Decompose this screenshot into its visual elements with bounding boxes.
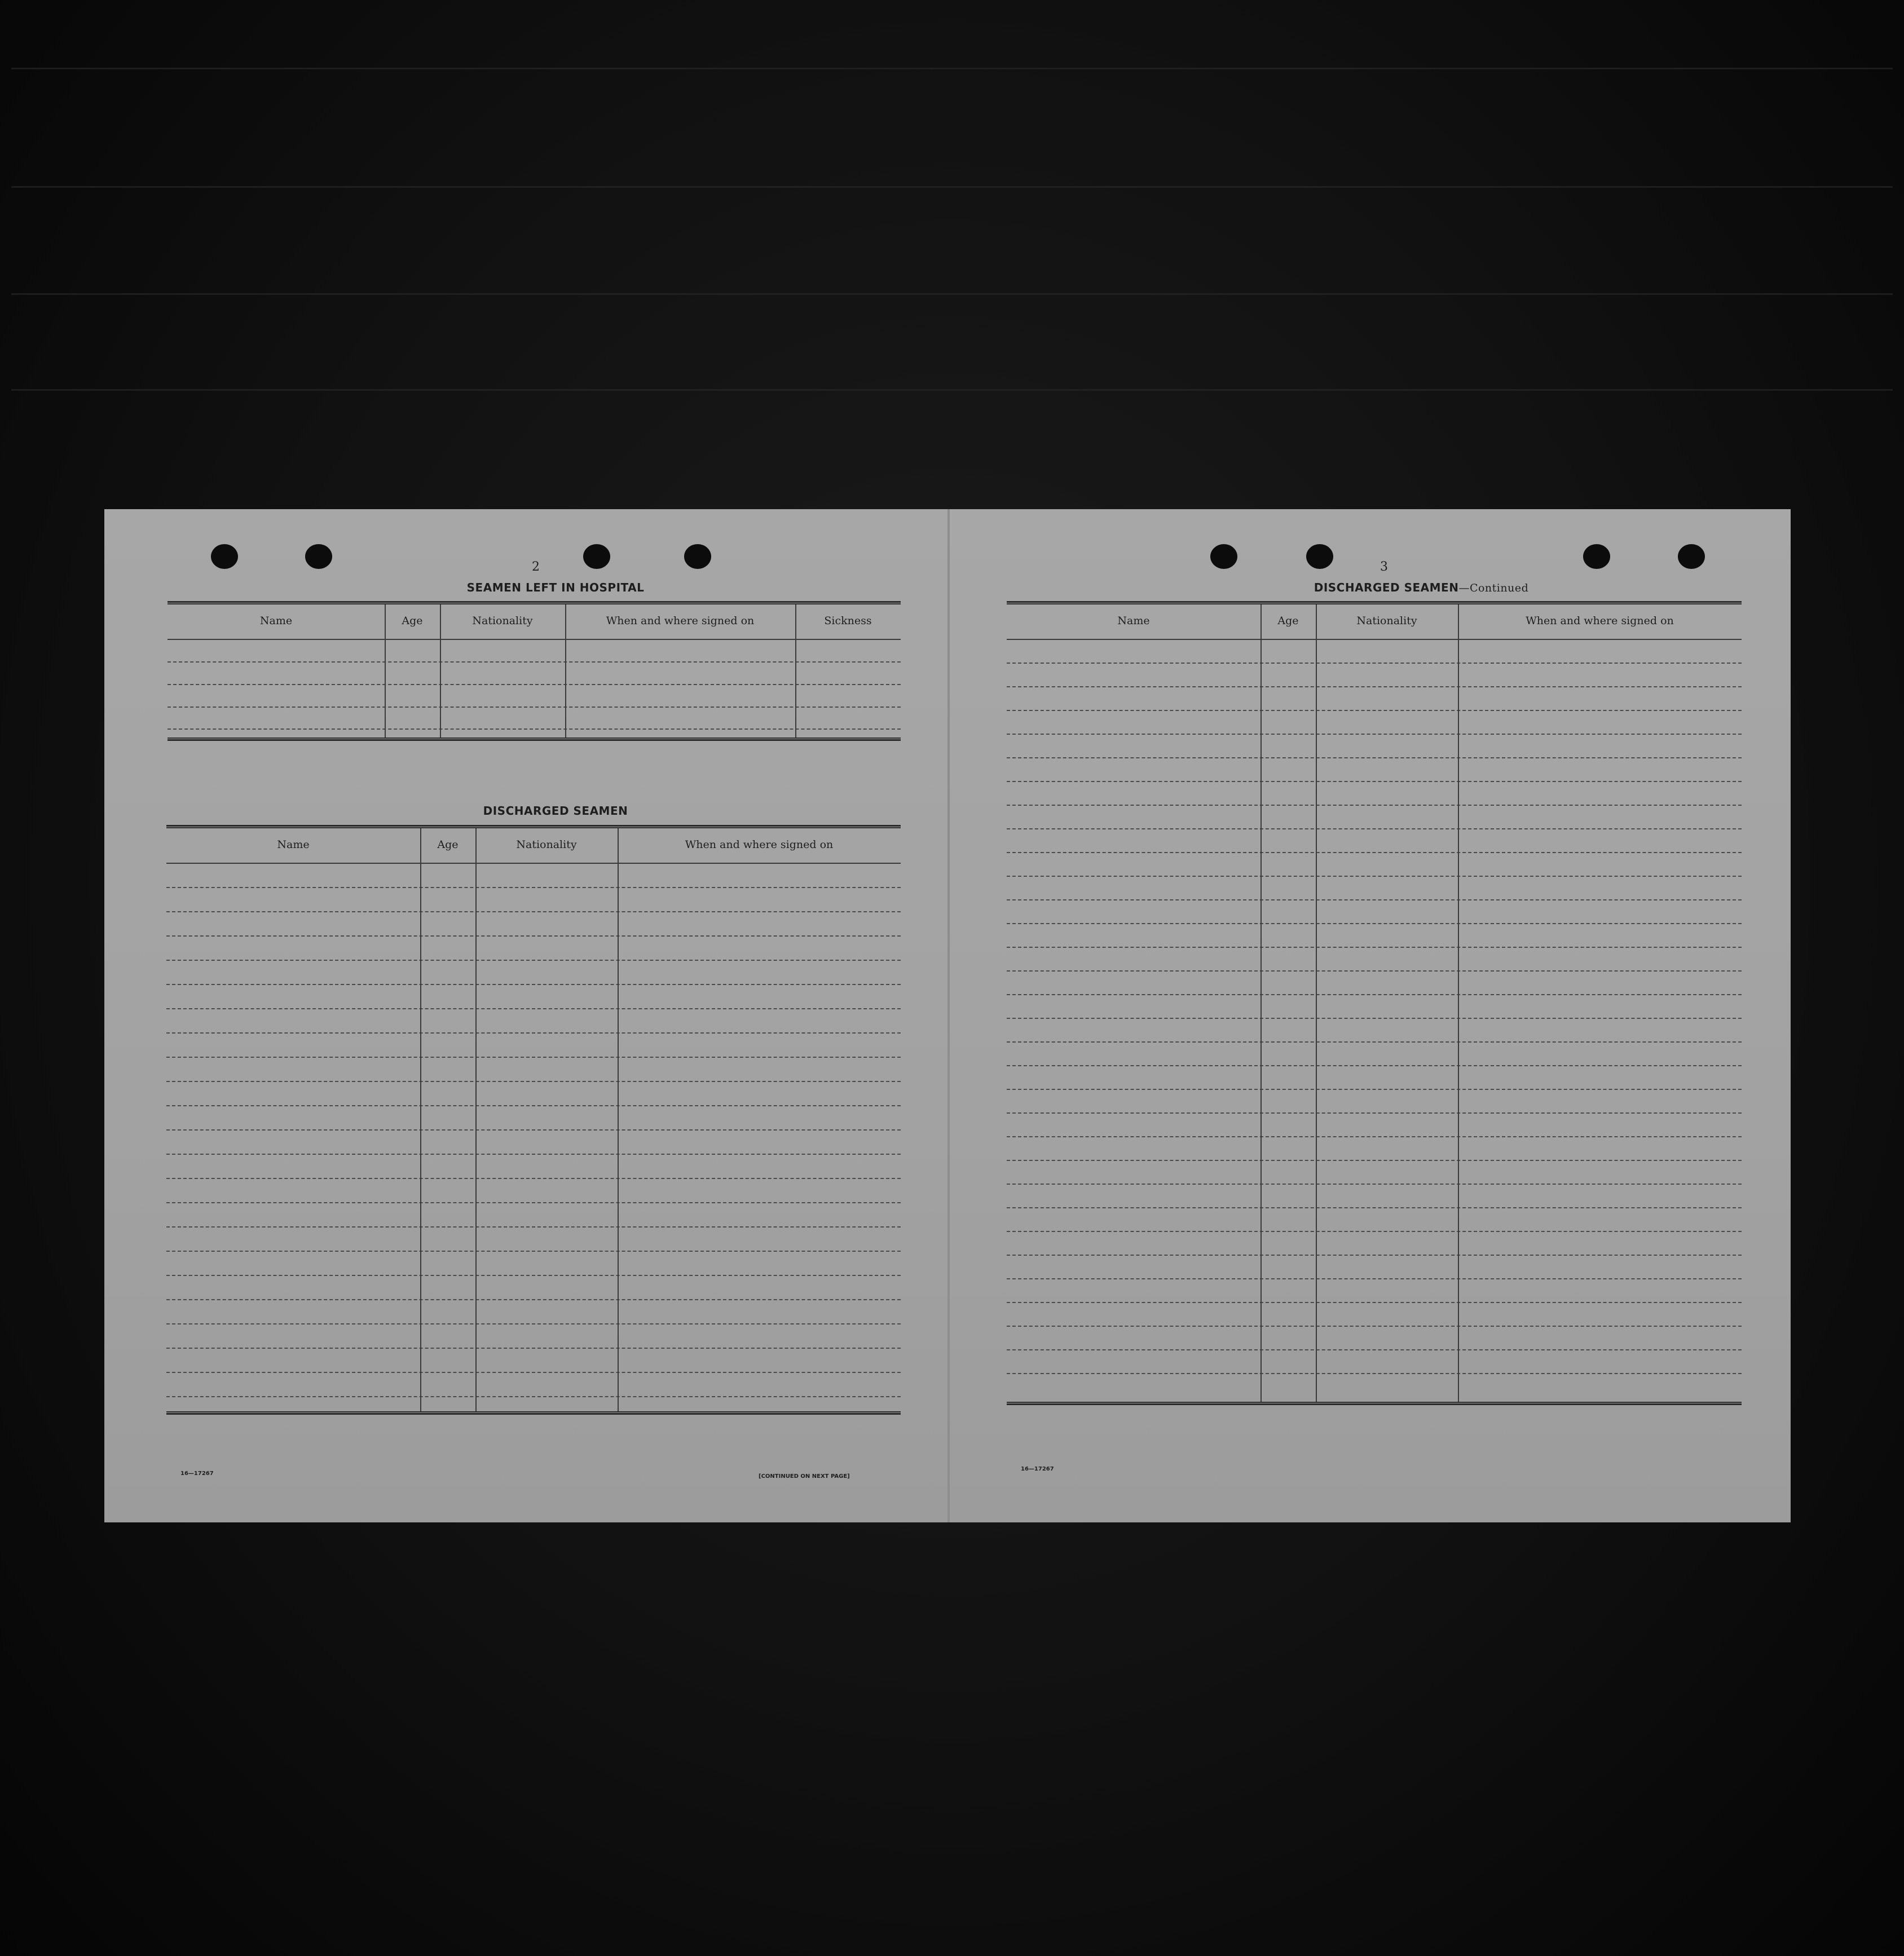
punch-hole bbox=[1678, 544, 1705, 569]
scan-artifact bbox=[11, 293, 1893, 295]
hospital-section-title: SEAMEN LEFT IN HOSPITAL bbox=[466, 581, 645, 594]
column-header-age: Age bbox=[402, 615, 423, 627]
punch-hole bbox=[305, 544, 332, 569]
hospital-table bbox=[168, 601, 901, 741]
punch-hole bbox=[684, 544, 711, 569]
column-header-nationality: Nationality bbox=[516, 838, 577, 851]
scan-artifact bbox=[11, 186, 1893, 188]
column-header-sickness: Sickness bbox=[824, 615, 872, 627]
punch-hole bbox=[211, 544, 238, 569]
scan-artifact bbox=[11, 389, 1893, 391]
punch-hole bbox=[583, 544, 610, 569]
punch-hole bbox=[1583, 544, 1610, 569]
continued-suffix: —Continued bbox=[1458, 582, 1529, 594]
page-fold bbox=[947, 509, 950, 1522]
discharged-section-title: DISCHARGED SEAMEN bbox=[483, 804, 628, 818]
page-number: 3 bbox=[1380, 560, 1388, 574]
column-header-signed-on: When and where signed on bbox=[1526, 615, 1674, 627]
column-header-nationality: Nationality bbox=[472, 615, 533, 627]
column-header-name: Name bbox=[277, 838, 310, 851]
page-number: 2 bbox=[532, 560, 540, 574]
punch-hole bbox=[1210, 544, 1237, 569]
discharged-table bbox=[166, 825, 901, 1424]
column-header-nationality: Nationality bbox=[1356, 615, 1417, 627]
column-header-age: Age bbox=[437, 838, 459, 851]
document-sheet bbox=[104, 509, 1791, 1522]
continued-note: [CONTINUED ON NEXT PAGE] bbox=[759, 1473, 850, 1480]
scan-artifact bbox=[11, 68, 1893, 69]
column-header-signed-on: When and where signed on bbox=[685, 838, 834, 851]
form-number: 16—17267 bbox=[180, 1471, 214, 1477]
column-header-age: Age bbox=[1277, 615, 1299, 627]
discharged-continued-title bbox=[1153, 581, 1689, 594]
discharged-continued-title-text: DISCHARGED SEAMEN bbox=[1314, 581, 1459, 594]
column-header-name: Name bbox=[1117, 615, 1150, 627]
column-header-name: Name bbox=[259, 615, 293, 627]
discharged-continued-table bbox=[1007, 601, 1742, 1411]
form-number: 16—17267 bbox=[1021, 1466, 1054, 1472]
punch-hole bbox=[1306, 544, 1333, 569]
column-header-signed-on: When and where signed on bbox=[606, 615, 755, 627]
